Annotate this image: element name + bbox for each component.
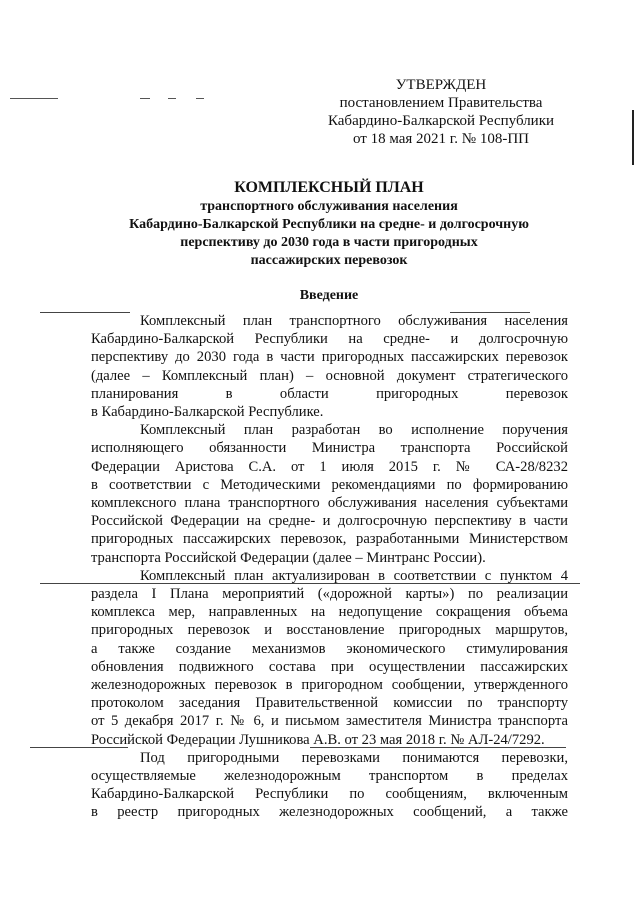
- document-body: [91, 312, 568, 822]
- text-line: в Кабардино-Балкарской Республике.: [91, 404, 324, 421]
- text-line: планирования в области пригородных перевозок: [91, 385, 568, 402]
- text-line: пригородных перевозок и восстановление пригородных маршрутов,: [91, 622, 568, 639]
- title-line: транспортного обслуживания населения: [200, 199, 458, 214]
- paragraph: [91, 312, 568, 421]
- text-line: обновления подвижного состава при осуществлении пассажирских: [91, 658, 568, 675]
- text-line: комплекса мер, направленных на недопущение сокращения объема: [91, 604, 568, 621]
- paragraph: [91, 421, 568, 567]
- title-main: КОМПЛЕКСНЫЙ ПЛАН: [234, 179, 424, 196]
- text-line: Комплексный план транспортного обслуживания населения: [140, 313, 568, 329]
- approval-date-number: от 18 мая 2021 г. № 108-ПП: [353, 131, 529, 147]
- text-line: (далее – Комплексный план) – основной документ стратегического: [91, 367, 568, 384]
- text-line: Комплексный план актуализирован в соответствии с пунктом 4: [140, 567, 568, 584]
- paragraph: [91, 567, 568, 749]
- scan-artifact-line: [196, 98, 204, 99]
- approval-line: Кабардино-Балкарской Республики: [327, 113, 555, 129]
- scan-artifact-line: [168, 98, 176, 99]
- text-line: в соответствии с Методическими рекомендациями по формированию: [91, 476, 568, 493]
- title-line: перспективу до 2030 года в части пригородных: [180, 235, 478, 250]
- text-line: осуществляемые железнодорожным транспортом в пределах: [91, 768, 568, 785]
- text-line: Федерации Аристова С.А. от 1 июля 2015 г. № СА-28/8232: [91, 458, 568, 475]
- text-line: комплексного плана транспортного обслуживания населения субъектами: [91, 495, 568, 512]
- text-line: Кабардино-Балкарской Республики на средне- и долгосрочную: [91, 331, 568, 348]
- text-line: перспективу до 2030 года в части пригородных пассажирских перевозок: [91, 349, 568, 366]
- approval-block: [325, 76, 557, 148]
- text-line: Комплексный план разработан во исполнение поручения: [140, 422, 568, 439]
- text-line: от 5 декабря 2017 г. № 6, и письмом заместителя Министра транспорта: [91, 713, 568, 730]
- document-title: [60, 178, 598, 270]
- title-line: Кабардино-Балкарской Республики на средне- и долгосрочную: [129, 217, 529, 232]
- scan-artifact-line: [140, 98, 150, 99]
- approval-line: постановлением Правительства: [339, 95, 543, 111]
- text-line: протоколом заседания Правительственной комиссии по транспорту: [91, 695, 568, 712]
- text-line: транспорта Российской Федерации (далее – Минтранс России).: [91, 549, 486, 566]
- section-heading: Введение: [299, 288, 359, 303]
- text-line: раздела I Плана мероприятий («дорожной карты») по реализации: [91, 586, 568, 603]
- text-line: исполняющего обязанности Министра транспорта Российской: [91, 440, 568, 457]
- text-line: железнодорожных перевозок в пригородном сообщении, утвержденного: [91, 677, 568, 694]
- text-line: Кабардино-Балкарской Республики по сообщениям, включенным: [91, 786, 568, 803]
- scan-artifact-line: [10, 98, 58, 99]
- title-line: пассажирских перевозок: [250, 253, 408, 268]
- text-line: Российской Федерации Лушникова А.В. от 23 мая 2018 г. № АЛ-24/7292.: [91, 731, 545, 748]
- approval-label: УТВЕРЖДЕН: [395, 77, 487, 93]
- paragraph: [91, 749, 568, 822]
- text-line: Российской Федерации на средне- и долгосрочную перспективу в части: [91, 513, 568, 530]
- text-line: в реестр пригородных железнодорожных сообщений, а также: [91, 804, 568, 821]
- text-line: пригородных пассажирских перевозок, разработанными Министерством: [91, 531, 568, 548]
- scan-edge-mark: [632, 110, 634, 165]
- text-line: а также создание механизмов экономического стимулирования: [91, 640, 568, 657]
- text-line: Под пригородными перевозками понимаются перевозки,: [140, 749, 568, 766]
